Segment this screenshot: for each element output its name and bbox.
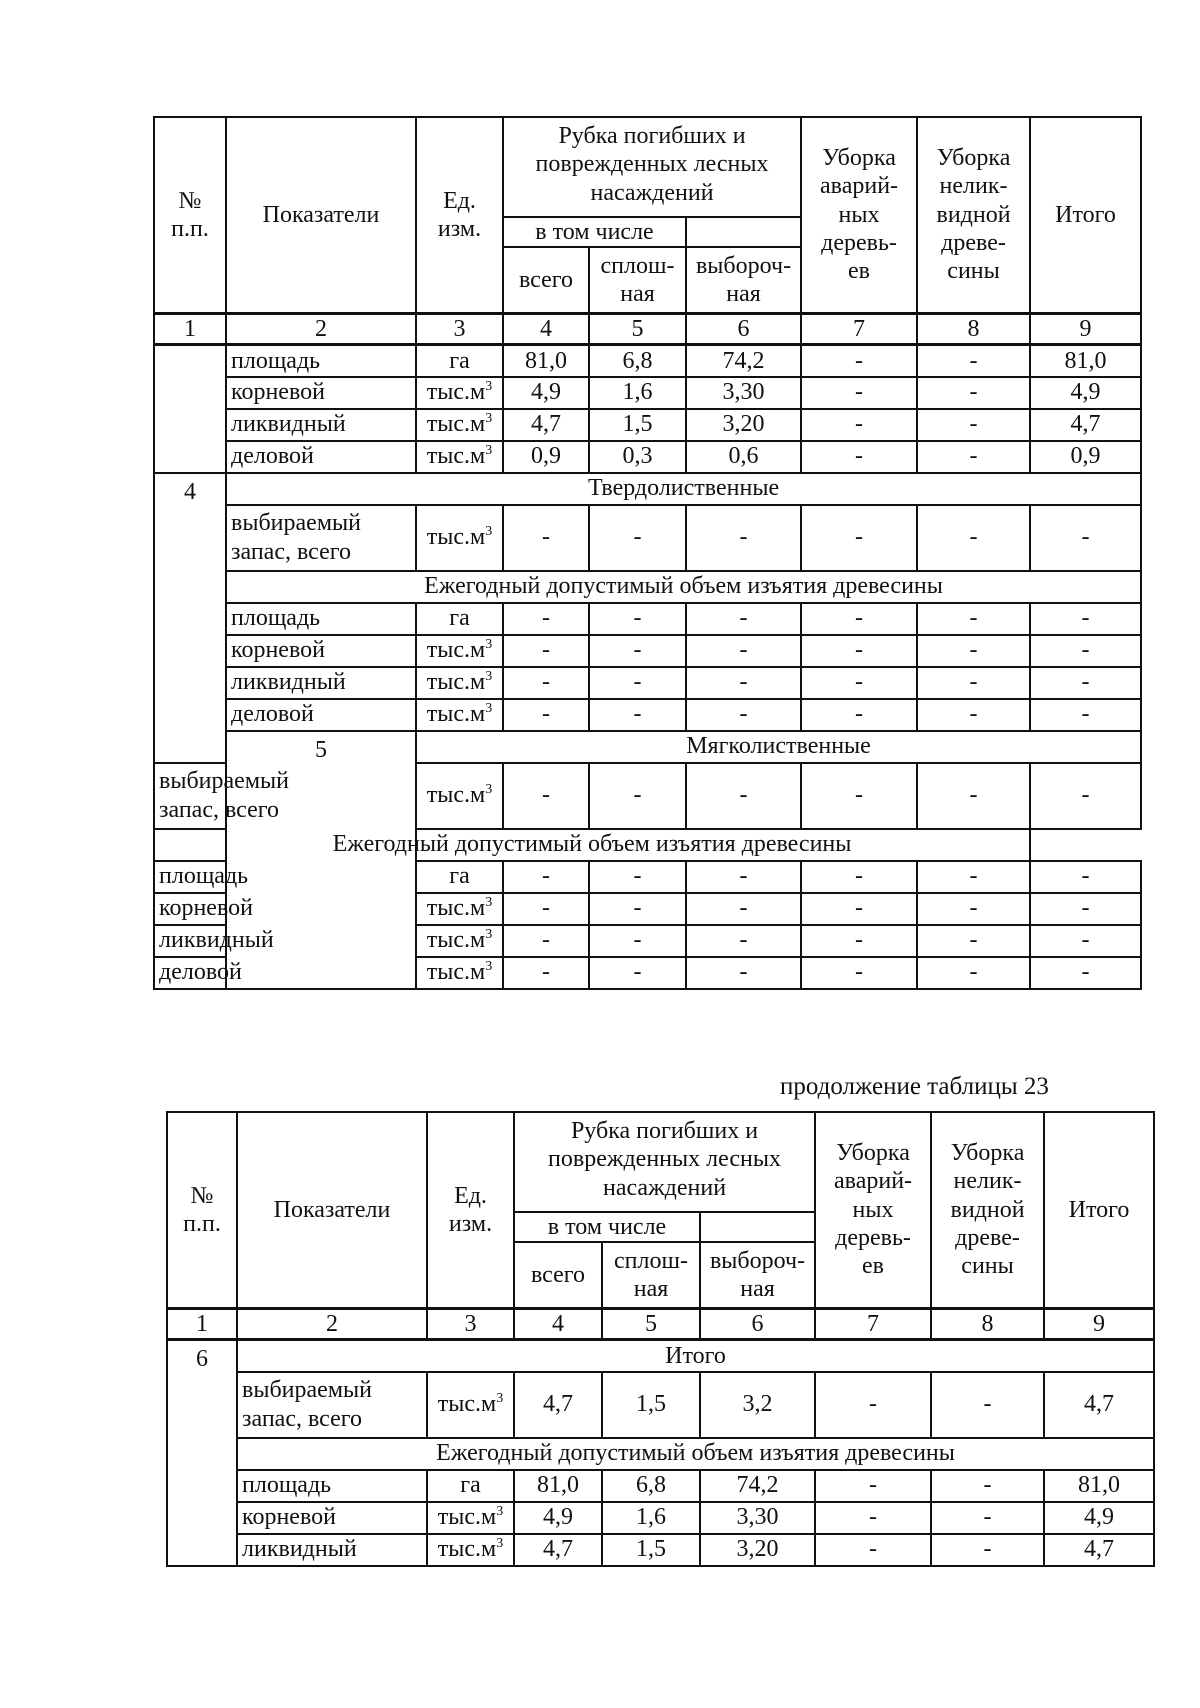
section-row — [167, 1340, 1154, 1372]
value-cell: - — [589, 667, 686, 699]
value-cell: 4,9 — [514, 1502, 602, 1534]
value-cell: 1,5 — [602, 1534, 700, 1566]
colnum: 5 — [602, 1308, 700, 1339]
value-cell: 3,30 — [686, 377, 801, 409]
value-cell: - — [1030, 505, 1141, 571]
value-cell: - — [801, 345, 917, 377]
value-cell: - — [503, 957, 589, 989]
value-cell: - — [589, 699, 686, 731]
value-cell: - — [503, 861, 589, 893]
colnum: 4 — [514, 1308, 602, 1339]
value-cell: - — [801, 441, 917, 473]
value-cell: - — [1030, 957, 1141, 989]
section-number: 4 — [154, 473, 226, 763]
row-label: ликвидный — [154, 925, 226, 957]
value-cell: 4,7 — [514, 1372, 602, 1438]
value-cell: - — [503, 505, 589, 571]
colnum: 8 — [917, 313, 1030, 344]
value-cell: - — [931, 1534, 1044, 1566]
value-cell: 74,2 — [700, 1470, 815, 1502]
value-cell: - — [589, 861, 686, 893]
header-selective: выбороч- ная — [700, 1242, 815, 1308]
header-including: в том числе — [503, 217, 686, 247]
table-row — [154, 699, 1141, 731]
value-cell: - — [801, 505, 917, 571]
section-number: 6 — [167, 1340, 237, 1566]
unit-cell: $тыс.м^3$ — [416, 377, 503, 409]
value-cell: - — [686, 957, 801, 989]
section-row — [154, 731, 1141, 763]
value-cell: - — [917, 861, 1030, 893]
value-cell: - — [917, 505, 1030, 571]
colnum: 5 — [589, 313, 686, 344]
unit-cell: $тыс.м^3$ — [427, 1534, 514, 1566]
row-label: площадь — [226, 603, 416, 635]
value-cell: - — [801, 763, 917, 829]
value-cell: 81,0 — [514, 1470, 602, 1502]
value-cell: 3,20 — [686, 409, 801, 441]
unit-cell: $тыс.м^3$ — [416, 957, 503, 989]
table-row — [167, 1372, 1154, 1438]
value-cell: - — [503, 667, 589, 699]
header-emergency: Уборка аварий- ных деревь- ев — [815, 1112, 931, 1308]
value-cell: - — [1030, 893, 1141, 925]
value-cell: - — [917, 345, 1030, 377]
header-unit: Ед. изм. — [416, 117, 503, 313]
colnum: 3 — [416, 313, 503, 344]
value-cell: - — [801, 925, 917, 957]
unit-cell: га — [416, 861, 503, 893]
table-row — [154, 635, 1141, 667]
value-cell: - — [917, 377, 1030, 409]
unit-cell: $тыс.м^3$ — [416, 441, 503, 473]
colnum: 1 — [154, 313, 226, 344]
value-cell: 4,9 — [503, 377, 589, 409]
value-cell: - — [917, 409, 1030, 441]
annual-caption: Ежегодный допустимый объем изъятия древесины — [154, 829, 1030, 861]
value-cell: 81,0 — [1044, 1470, 1154, 1502]
value-cell: - — [1030, 699, 1141, 731]
table-row — [167, 1470, 1154, 1502]
value-cell: - — [503, 763, 589, 829]
forest-table-1 — [153, 116, 1142, 990]
value-cell: - — [801, 861, 917, 893]
value-cell: 4,9 — [1044, 1502, 1154, 1534]
value-cell: - — [589, 635, 686, 667]
value-cell: 3,20 — [700, 1534, 815, 1566]
row-label: выбираемый запас, всего — [237, 1372, 427, 1438]
value-cell: - — [917, 699, 1030, 731]
value-cell: 4,7 — [503, 409, 589, 441]
continuation-caption: продолжение таблицы 23 — [780, 1073, 1049, 1100]
value-cell: 3,2 — [700, 1372, 815, 1438]
row-label: площадь — [154, 861, 226, 893]
unit-cell: га — [416, 603, 503, 635]
value-cell: - — [801, 377, 917, 409]
value-cell: - — [815, 1502, 931, 1534]
table-row — [167, 1502, 1154, 1534]
value-cell: - — [1030, 603, 1141, 635]
unit-cell: $тыс.м^3$ — [416, 409, 503, 441]
header-number: № п.п. — [167, 1112, 237, 1308]
header-total: Итого — [1044, 1112, 1154, 1308]
value-cell: 4,7 — [1044, 1534, 1154, 1566]
value-cell: - — [503, 893, 589, 925]
value-cell: 4,7 — [1030, 409, 1141, 441]
row-label: ликвидный — [226, 667, 416, 699]
header-unit: Ед. изм. — [427, 1112, 514, 1308]
value-cell: - — [815, 1534, 931, 1566]
header-number: № п.п. — [154, 117, 226, 313]
colnum: 6 — [686, 313, 801, 344]
value-cell: - — [686, 861, 801, 893]
unit-cell: $тыс.м^3$ — [427, 1502, 514, 1534]
value-cell: - — [589, 893, 686, 925]
row-label: корневой — [237, 1502, 427, 1534]
table-row — [154, 441, 1141, 473]
header-indicators: Показатели — [226, 117, 416, 313]
value-cell: - — [917, 441, 1030, 473]
row-label: ликвидный — [237, 1534, 427, 1566]
unit-cell: $тыс.м^3$ — [416, 635, 503, 667]
colnum: 8 — [931, 1308, 1044, 1339]
row-label: площадь — [237, 1470, 427, 1502]
row-label: корневой — [226, 635, 416, 667]
value-cell: - — [1030, 925, 1141, 957]
section-number: 5 — [226, 731, 416, 989]
value-cell: 4,7 — [514, 1534, 602, 1566]
value-cell: - — [589, 763, 686, 829]
value-cell: 0,3 — [589, 441, 686, 473]
value-cell: - — [801, 699, 917, 731]
value-cell: - — [503, 699, 589, 731]
colnum: 7 — [815, 1308, 931, 1339]
value-cell: 4,9 — [1030, 377, 1141, 409]
unit-cell: га — [416, 345, 503, 377]
row-label: деловой — [226, 699, 416, 731]
value-cell: - — [686, 699, 801, 731]
value-cell: - — [917, 635, 1030, 667]
row-label: площадь — [226, 345, 416, 377]
value-cell: - — [686, 893, 801, 925]
annual-row — [154, 829, 1141, 861]
section-title: Твердолиственные — [226, 473, 1141, 505]
unit-cell: $тыс.м^3$ — [416, 667, 503, 699]
table-row — [154, 505, 1141, 571]
value-cell: - — [686, 667, 801, 699]
value-cell: - — [801, 409, 917, 441]
table-row — [154, 377, 1141, 409]
unit-cell: $тыс.м^3$ — [416, 925, 503, 957]
row-label: выбираемый запас, всего — [154, 763, 226, 829]
unit-cell: $тыс.м^3$ — [416, 699, 503, 731]
value-cell: - — [801, 603, 917, 635]
value-cell: - — [917, 603, 1030, 635]
value-cell: - — [1030, 667, 1141, 699]
value-cell: 1,6 — [589, 377, 686, 409]
value-cell: - — [815, 1470, 931, 1502]
value-cell: - — [503, 925, 589, 957]
header-all: всего — [514, 1242, 602, 1308]
value-cell: - — [503, 603, 589, 635]
value-cell: - — [503, 635, 589, 667]
header-including: в том числе — [514, 1212, 700, 1242]
value-cell: - — [801, 893, 917, 925]
value-cell: 81,0 — [503, 345, 589, 377]
colnum: 7 — [801, 313, 917, 344]
value-cell: 0,9 — [503, 441, 589, 473]
annual-caption: Ежегодный допустимый объем изъятия древесины — [226, 571, 1141, 603]
header-unmerchantable: Уборка нелик- видной древе- сины — [931, 1112, 1044, 1308]
value-cell: - — [686, 925, 801, 957]
value-cell: - — [801, 957, 917, 989]
value-cell: - — [931, 1372, 1044, 1438]
value-cell: - — [917, 893, 1030, 925]
value-cell: - — [1030, 861, 1141, 893]
value-cell: - — [589, 505, 686, 571]
value-cell: - — [917, 925, 1030, 957]
header-unmerchantable: Уборка нелик- видной древе- сины — [917, 117, 1030, 313]
value-cell: 81,0 — [1030, 345, 1141, 377]
colnum: 1 — [167, 1308, 237, 1339]
value-cell: - — [931, 1470, 1044, 1502]
value-cell: 1,6 — [602, 1502, 700, 1534]
table-row — [167, 1534, 1154, 1566]
value-cell: - — [917, 763, 1030, 829]
value-cell: - — [801, 635, 917, 667]
row-label: деловой — [154, 957, 226, 989]
header-clear: сплош- ная — [589, 247, 686, 313]
table-row — [154, 409, 1141, 441]
value-cell: - — [589, 957, 686, 989]
value-cell: - — [917, 957, 1030, 989]
value-cell: 74,2 — [686, 345, 801, 377]
table-row — [154, 345, 1141, 377]
value-cell: - — [686, 505, 801, 571]
colnum: 9 — [1030, 313, 1141, 344]
value-cell: 6,8 — [602, 1470, 700, 1502]
value-cell: 0,6 — [686, 441, 801, 473]
value-cell: - — [686, 635, 801, 667]
colnum: 2 — [226, 313, 416, 344]
colnum: 2 — [237, 1308, 427, 1339]
value-cell: - — [815, 1372, 931, 1438]
value-cell: - — [1030, 763, 1141, 829]
value-cell: 1,5 — [602, 1372, 700, 1438]
annual-caption: Ежегодный допустимый объем изъятия древесины — [237, 1438, 1154, 1470]
value-cell: - — [589, 603, 686, 635]
value-cell: - — [686, 763, 801, 829]
colnum: 4 — [503, 313, 589, 344]
row-label: ликвидный — [226, 409, 416, 441]
header-indicators: Показатели — [237, 1112, 427, 1308]
section-title: Мягколиственные — [416, 731, 1141, 763]
row-label: деловой — [226, 441, 416, 473]
value-cell: 1,5 — [589, 409, 686, 441]
header-emergency: Уборка аварий- ных деревь- ев — [801, 117, 917, 313]
value-cell: - — [917, 667, 1030, 699]
annual-row — [167, 1438, 1154, 1470]
forest-table-2 — [166, 1111, 1155, 1567]
value-cell: 0,9 — [1030, 441, 1141, 473]
table-row — [154, 603, 1141, 635]
row-number-empty — [154, 345, 226, 473]
section-row — [154, 473, 1141, 505]
header-logging: Рубка погибших и поврежденных лесных насаждений — [503, 117, 801, 217]
row-label: корневой — [226, 377, 416, 409]
value-cell: - — [1030, 635, 1141, 667]
section-title: Итого — [237, 1340, 1154, 1372]
header-clear: сплош- ная — [602, 1242, 700, 1308]
value-cell: 4,7 — [1044, 1372, 1154, 1438]
unit-cell: $тыс.м^3$ — [416, 505, 503, 571]
value-cell: - — [686, 603, 801, 635]
unit-cell: $тыс.м^3$ — [427, 1372, 514, 1438]
value-cell: - — [801, 667, 917, 699]
value-cell: 6,8 — [589, 345, 686, 377]
unit-cell: $тыс.м^3$ — [416, 763, 503, 829]
value-cell: - — [589, 925, 686, 957]
unit-cell: $тыс.м^3$ — [416, 893, 503, 925]
value-cell: - — [931, 1502, 1044, 1534]
table-row — [154, 667, 1141, 699]
header-all: всего — [503, 247, 589, 313]
annual-row — [154, 571, 1141, 603]
value-cell: 3,30 — [700, 1502, 815, 1534]
unit-cell: га — [427, 1470, 514, 1502]
colnum: 9 — [1044, 1308, 1154, 1339]
row-label: корневой — [154, 893, 226, 925]
colnum: 6 — [700, 1308, 815, 1339]
colnum: 3 — [427, 1308, 514, 1339]
header-total: Итого — [1030, 117, 1141, 313]
header-selective: выбороч- ная — [686, 247, 801, 313]
header-logging: Рубка погибших и поврежденных лесных насаждений — [514, 1112, 815, 1212]
row-label: выбираемый запас, всего — [226, 505, 416, 571]
